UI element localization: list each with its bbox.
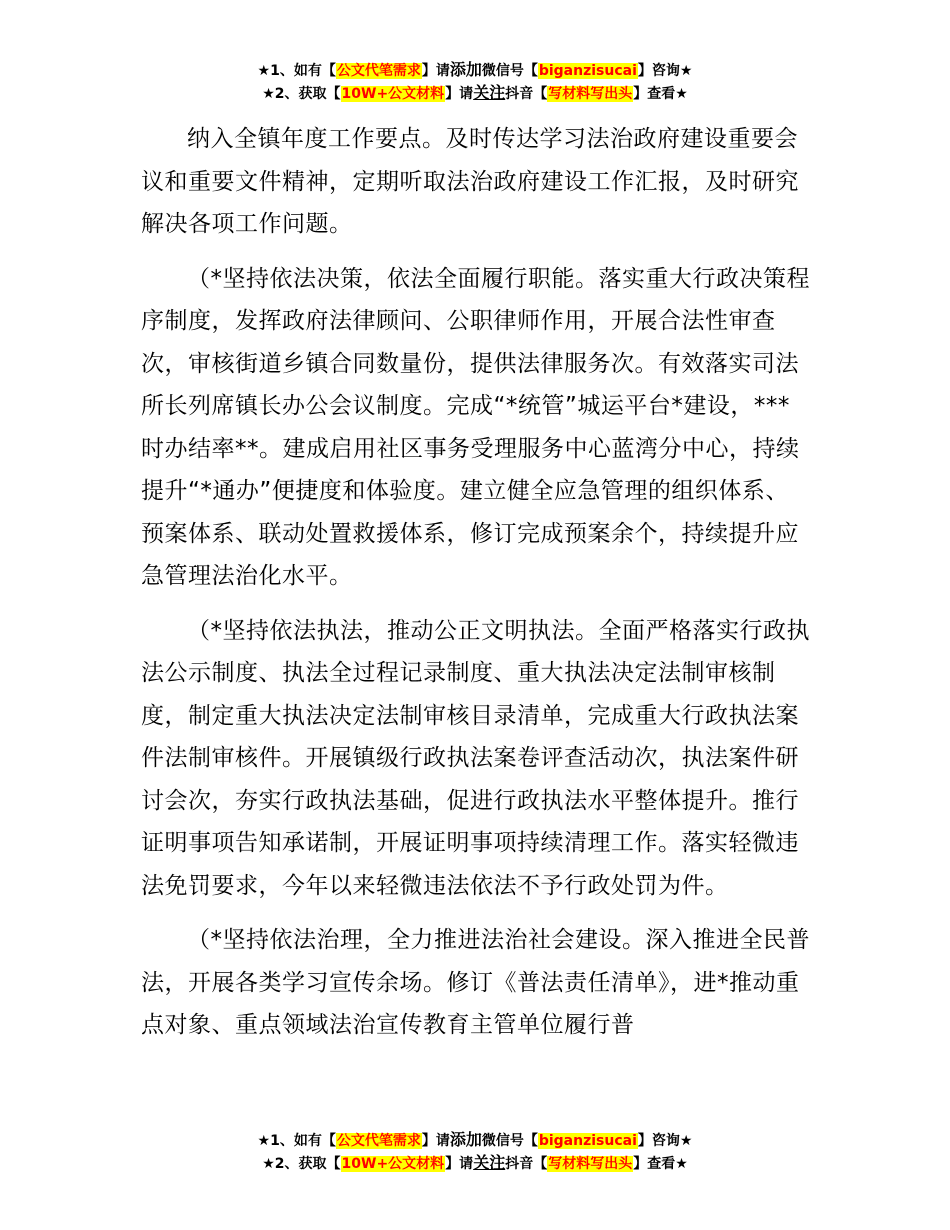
banner-text: 】请 — [445, 86, 474, 102]
banner-text: 】咨询★ — [637, 1133, 693, 1149]
highlight-materials: 10W+公文材料 — [341, 1156, 445, 1172]
banner-text: 】查看★ — [633, 86, 688, 102]
banner-emphasis: 关注 — [473, 83, 506, 102]
paragraph-1: 纳入全镇年度工作要点。及时传达学习法治政府建设重要会议和重要文件精神，定期听取法治政府建设工作汇报，及时研究解决各项工作问题。 — [141, 126, 799, 237]
banner-emphasis: 关注 — [473, 1153, 506, 1172]
banner-text: 】咨询★ — [637, 63, 693, 79]
banner-text: ★2、获取【 — [262, 86, 341, 102]
header-banner — [0, 59, 950, 105]
highlight-douyin: 写材料写出头 — [548, 86, 633, 102]
highlight-wechat-id: biganzisucai — [538, 63, 637, 79]
banner-text: 微信号【 — [481, 1133, 538, 1149]
banner-text: 微信号【 — [481, 63, 538, 79]
banner-line-1 — [0, 59, 950, 82]
highlight-douyin: 写材料写出头 — [548, 1156, 633, 1172]
highlight-wechat-id: biganzisucai — [538, 1133, 637, 1149]
banner-text: 】请 — [421, 1133, 450, 1149]
banner-text: 】请 — [421, 63, 450, 79]
banner-line-2 — [0, 82, 950, 105]
banner-text: ★1、如有【 — [257, 1133, 336, 1149]
paragraph-3: （*坚持依法执法，推动公正文明执法。全面严格落实行政执法公示制度、执法全过程记录制度、重大执法决定法制审核制度，制定重大执法决定法制审核目录清单，完成重大行政执法案件法制审核件。开展镇级行政执法案卷评查活动次，执法案件研讨会次，夯实行政执法基础，促进行政执法水平整体提升。推行证明事项告知承诺制，开展证明事项持续清理工作。落实轻微违法免罚要求，今年以来轻微违法依法不予行政处罚为件。 — [141, 617, 810, 899]
banner-text: 】请 — [445, 1156, 474, 1172]
banner-emphasis: 添加 — [449, 1130, 482, 1149]
paragraph-4: （*坚持依法治理，全力推进法治社会建设。深入推进全民普法，开展各类学习宣传余场。修订《普法责任清单》，进*推动重点对象、重点领域法治宣传教育主管单位履行普 — [141, 927, 810, 1038]
banner-line-2 — [0, 1152, 950, 1175]
banner-text: 抖音【 — [505, 1156, 548, 1172]
banner-emphasis: 添加 — [449, 60, 482, 79]
highlight-materials: 10W+公文材料 — [341, 86, 445, 102]
footer-banner — [0, 1129, 950, 1175]
highlight-service: 公文代笔需求 — [336, 1133, 421, 1149]
banner-line-1 — [0, 1129, 950, 1152]
banner-text: ★2、获取【 — [262, 1156, 341, 1172]
document-body — [141, 118, 811, 1059]
banner-text: 抖音【 — [505, 86, 548, 102]
banner-text: 】查看★ — [633, 1156, 688, 1172]
paragraph-2: （*坚持依法决策，依法全面履行职能。落实重大行政决策程序制度，发挥政府法律顾问、公职律师作用，开展合法性审查次，审核街道乡镇合同数量份，提供法律服务次。有效落实司法所长列席镇长办公会议制度。完成“*统管”城运平台*建设，***时办结率**。建成启用社区事务受理服务中心蓝湾分中心，持续提升“*通办”便捷度和体验度。建立健全应急管理的组织体系、预案体系、联动处置救援体系，修订完成预案余个，持续提升应急管理法治化水平。 — [141, 265, 810, 589]
highlight-service: 公文代笔需求 — [336, 63, 421, 79]
banner-text: ★1、如有【 — [257, 63, 336, 79]
